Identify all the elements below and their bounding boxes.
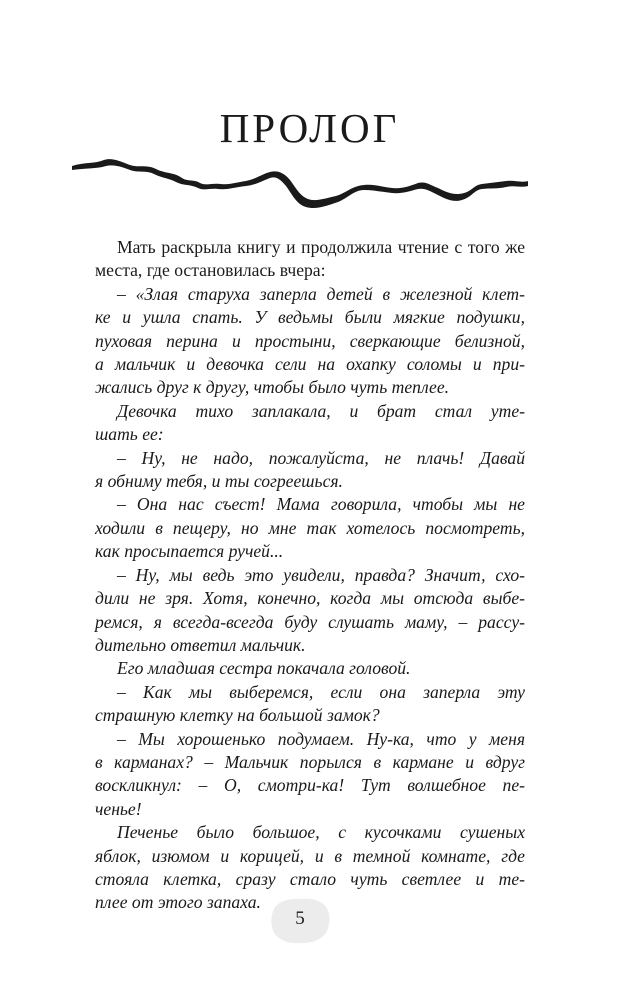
text-line: ходили в пещеру, но мне так хотелось посмотреть, [95,517,525,538]
text-line: в карманах? – Мальчик порылся в кармане и вдруг [95,751,525,772]
text-line: – «Злая старуха заперла детей в железной клет- [117,283,525,304]
text-line: Девочка тихо заплакала, и брат стал уте- [117,400,525,421]
text-line: ремся, я всегда-всегда буду слушать маму, – рассу- [95,611,525,632]
page-number-badge [268,896,332,946]
text-line: а мальчик и девочка сели на охапку соломы и при- [95,354,525,375]
text-line: – Она нас съест! Мама говорила, чтобы мы не [117,494,525,515]
text-line: плее от этого запаха. [95,892,261,913]
text-line: – Как мы выберемся, если она заперла эту [117,681,525,702]
torn-paper-divider-icon [70,152,530,212]
text-line: пуховая перина и простыни, сверкающие белизной, [95,330,525,351]
text-line: – Ну, мы ведь это увидели, правда? Значит, схо- [117,564,525,585]
text-line: места, где остановилась вчера: [95,260,326,281]
text-line: жались друг к другу, чтобы было чуть теплее. [95,377,450,398]
text-line: шать ее: [95,424,164,445]
text-line: Мать раскрыла книгу и продолжила чтение с того же [117,237,525,257]
text-line: – Ну, не надо, пожалуйста, не плачь! Давай [117,447,525,468]
text-line: – Мы хорошенько подумаем. Ну-ка, что у меня [117,728,525,749]
text-line: Печенье было большое, с кусочками сушеных [117,822,525,843]
text-line: как просыпается ручей... [95,541,284,562]
body-text [95,236,525,915]
text-line: воскликнул: – О, смотри-ка! Тут волшебное пе- [95,775,525,796]
page-number: 5 [295,908,305,929]
text-line: яблок, изюмом и корицей, и в темной комнате, где [95,845,525,866]
text-line: Его младшая сестра покачала головой. [117,658,411,679]
text-line: ке и ушла спать. У ведьмы были мягкие подушки, [95,307,525,328]
text-line: страшную клетку на большой замок? [95,705,380,726]
text-line: стояла клетка, сразу стало чуть светлее и те- [95,868,525,889]
page-title: ПРОЛОГ [219,105,400,151]
text-line: я обниму тебя, и ты согреешься. [95,471,343,492]
text-line: дительно ответил мальчик. [95,634,306,655]
text-line: ченье! [95,798,142,819]
text-line: дили не зря. Хотя, конечно, когда мы отсюда выбе- [95,588,525,609]
